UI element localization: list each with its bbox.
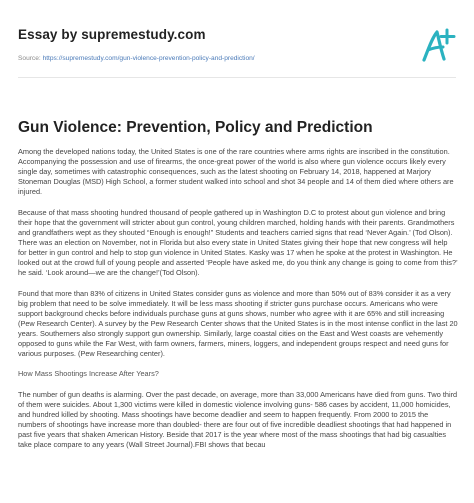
- essay-title: Gun Violence: Prevention, Policy and Prediction: [18, 119, 373, 136]
- source-link[interactable]: https://supremestudy.com/gun-violence-prevention-policy-and-prediction/: [42, 55, 255, 62]
- paragraph-4: The number of gun deaths is alarming. Over the past decade, on average, more than 33,000 Americans have died from guns. Two third of them were suicides. About 1,300 victims were killed in domestic violence involving guns- 586 cases by accident, 11,000 homicides, and hundred killed by shooting. Mass shootings have become deadlier and seem to happen frequently. From 2000 to 2015 the numbers of shootings have increase more than doubled- there are four out of five incredible deadliest shootings that had happened in past five years that shaken American History. Beside that 2017 is the year where most of the mass shootings that had big casualties take place compare to any years (Wall Street Journal).FBI shows that becau: [18, 389, 458, 450]
- paragraph-1: Among the developed nations today, the United States is one of the rare countries where arms rights are inscribed in the constitution. Accompanying the possession and use of firearms, the once-great power of the world is also where gun violence occurs likely every single day, sometimes with catastrophic consequences, such as the latest shooting on February 14, 2018, happened at Marjory Stoneman Douglas (MSD) High School, a former student walked into school and shot 34 people and 14 of them died where others are injured.: [18, 147, 454, 197]
- section-heading: How Mass Shootings Increase After Years?: [18, 369, 159, 379]
- a-plus-logo-icon: [416, 24, 458, 66]
- paragraph-3: Found that more than 83% of citizens in United States consider guns as violence and more than 50% out of 83% consider it as a very big problem that need to be solve immediately. It will be less mass shooting if stricter guns purchase occurs. Americans who were support background checks before individuals purchase guns at guns shows, number who agree with it are 65% and still increasing (Pew Research Center). A survey by the Pew Research Center shows that the United States is in the most intense conflict in the last 20 years. Southerners also strongly support gun ownership. Similarly, large coastal cities on the East and West coasts are vehemently opposed to guns while the Far West, with farm owners, farmers, miners, loggers, and independent groups respect and need guns for various purposes. (Pew Researching center).: [18, 288, 458, 359]
- paragraph-2: Because of that mass shooting hundred thousand of people gathered up in Washington D.C to protest about gun violence and bring their hope that the government will stricter about gun control, young children marched, holding hands with their parents. Grandmothers and grandfathers wept as they shouted “Enough is enough!” Students and teachers carried signs that read ‘Never Again.’ (Tod Olson). There was an election on November, not in Florida but also every state in United States giving their hope that new congress will help for better in gun control and help to stop gun violence in United States. Kasky was 17 when he spoke at the protest in Washington. He looked out at the crowd full of young people and asserted ‘People have asked me, do you think any change is going to come from this?’ he said. ‘Look around—we are the change!’(Tod Olson).: [18, 207, 458, 278]
- source-label: Source:: [18, 55, 43, 62]
- source-line: [18, 55, 255, 62]
- site-brand: Essay by supremestudy.com: [18, 27, 206, 42]
- header-divider: [18, 77, 456, 78]
- essay-body: [18, 147, 458, 460]
